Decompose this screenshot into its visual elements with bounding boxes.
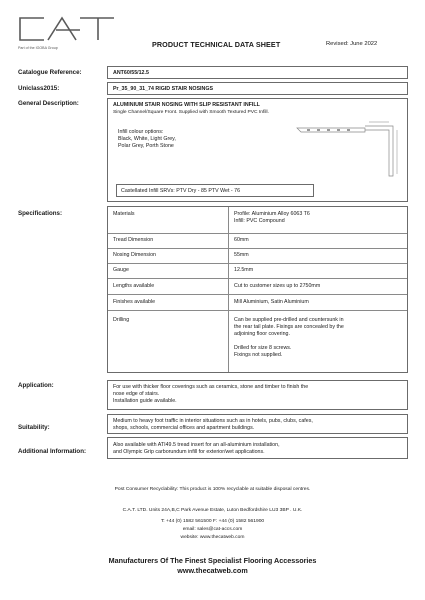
spec-value: Can be supplied pre-drilled and countersunk in the rear tail plate. Fixings are concealed by the adjoining floor covering. Drilled for size 8 screws. Fixings not supplied. (234, 317, 344, 358)
spec-row-drilling (108, 310, 407, 372)
company-phone: T: +44 (0) 1582 561500 F: +44 (0) 1582 561900 (160, 519, 265, 524)
spec-row-materials (108, 207, 407, 233)
srv-box (116, 184, 314, 197)
spec-value: 55mm (234, 252, 249, 258)
specifications-table (107, 206, 408, 373)
description-heading: ALUMINIUM STAIR NOSING WITH SLIP RESISTANT INFILL (113, 102, 260, 108)
recyclability-note: Post Consumer Recyclability: This product is 100% recyclable at suitable disposal centres. (114, 487, 311, 492)
logo-tagline: Part of the IGOBA Group (18, 46, 58, 50)
company-website: website: www.thecatweb.com (180, 535, 245, 540)
catalogue-reference-label: Catalogue Reference: (18, 69, 82, 76)
spec-label: Gauge (113, 267, 129, 273)
infill-colour-line2: Polar Grey, Porth Stone (118, 143, 174, 149)
general-description-label: General Description: (18, 100, 79, 107)
spec-row-nosing-dimension (108, 248, 407, 263)
spec-row-tread-dimension (108, 233, 407, 248)
uniclass-value: Pr_35_90_31_74 RIGID STAIR NOSINGS (113, 86, 213, 92)
catalogue-reference-value: ANT60/55/12.5 (113, 70, 149, 76)
spec-label: Lengths available (113, 283, 155, 289)
application-box (107, 380, 408, 410)
cat-logo (14, 14, 124, 44)
castellated-infill-srv: Castellated Infill SRVs: PTV Dry - 85 PTV Wet - 76 (121, 188, 241, 194)
spec-value: Cut to customer sizes up to 2750mm (234, 283, 321, 289)
suitability-box (107, 414, 408, 434)
footer-url[interactable]: www.thecatweb.com (177, 566, 248, 575)
spec-row-lengths-available (108, 278, 407, 294)
application-text: For use with thicker floor coverings such as ceramics, stone and timber to finish the nose edge of stairs. Installation guide available. (113, 384, 309, 404)
additional-information-label: Additional Information: (18, 448, 87, 455)
spec-label: Drilling (113, 317, 130, 323)
uniclass-label: Uniclass2015: (18, 85, 60, 92)
spec-row-finishes-available (108, 294, 407, 310)
company-address: C.A.T. LTD. Units 24A,B,C Park Avenue Estate, Luton Bedfordshire LU3 3BP . U.K. (122, 508, 303, 513)
document-title: PRODUCT TECHNICAL DATA SHEET (152, 40, 281, 49)
spec-label: Nosing Dimension (113, 252, 156, 258)
spec-value: 60mm (234, 237, 249, 243)
spec-value: Mill Aluminium, Satin Aluminium (234, 299, 309, 305)
spec-label: Materials (113, 211, 135, 217)
spec-value: 12.5mm (234, 267, 254, 273)
additional-information-text: Also available with ATI49.5 tread insert for an all-aluminium installation, and Olympic Grip carborundum infill for exterior/wet applications. (113, 442, 280, 455)
uniclass-box (107, 82, 408, 95)
company-email: email: sales@cat-accs.com (182, 527, 243, 532)
infill-colour-heading: Infill colour options: (118, 129, 164, 135)
spec-label: Tread Dimension (113, 237, 154, 243)
description-subheading: Single Channel/Square Front. Supplied with Smooth Textured PVC Infill. (113, 110, 269, 115)
application-label: Application: (18, 382, 54, 389)
specifications-label: Specifications: (18, 210, 63, 217)
spec-row-gauge (108, 263, 407, 278)
infill-colour-line1: Black, White, Light Grey, (118, 136, 176, 142)
additional-information-box (107, 437, 408, 459)
catalogue-reference-box (107, 66, 408, 79)
revised-date: Revised: June 2022 (326, 41, 378, 47)
nosing-profile-drawing (293, 116, 403, 184)
spec-label: Finishes available (113, 299, 156, 305)
spec-value: Profile: Aluminium Alloy 6063 T6 Infill: PVC Compound (234, 211, 310, 225)
general-description-box (107, 98, 408, 202)
suitability-text: Medium to heavy foot traffic in interior situations such as in hotels, pubs, clubs, cafes, shops, schools, commercial offices and apartment buildings. (113, 418, 313, 431)
suitability-label: Suitability: (18, 424, 50, 431)
footer-tagline: Manufacturers Of The Finest Specialist Flooring Accessories (108, 556, 317, 565)
